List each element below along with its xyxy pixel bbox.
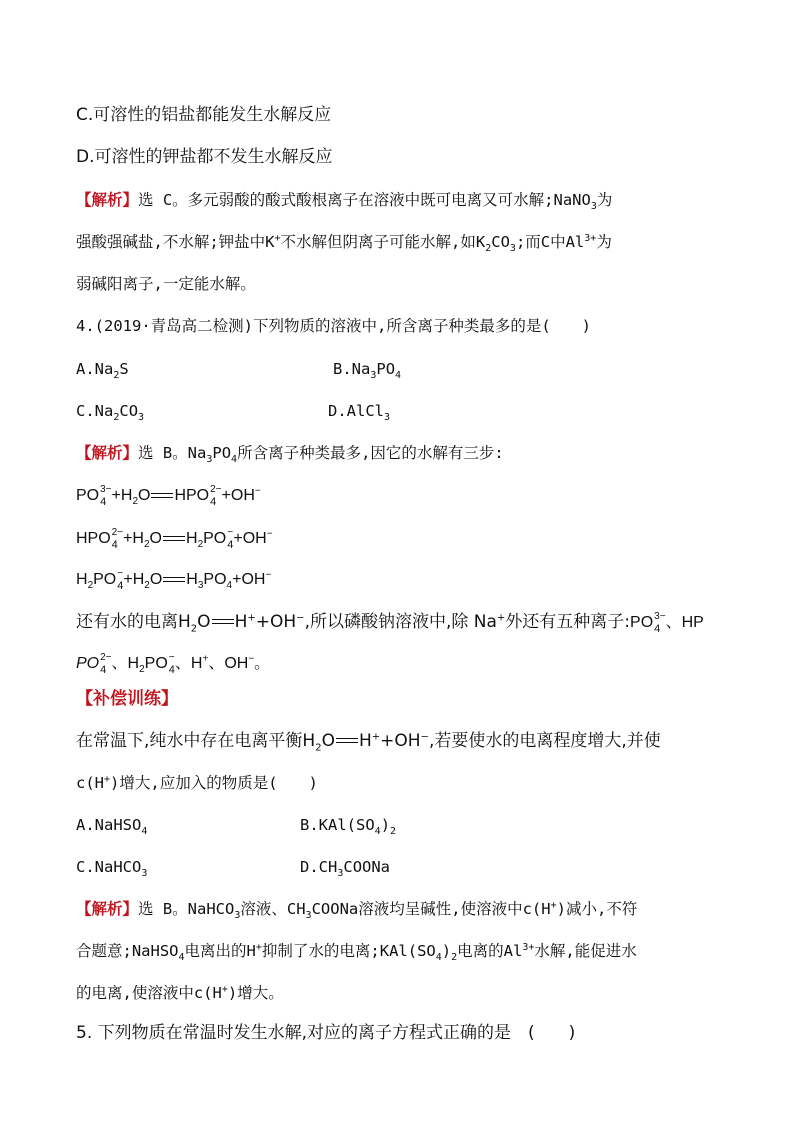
q5-stem: 5. 下列物质在常温时发生水解,对应的离子方程式正确的是 ( ) <box>76 1023 576 1043</box>
subscript: 2 <box>113 370 120 382</box>
charge: 2− <box>111 527 124 538</box>
text: CO <box>119 402 139 420</box>
q3-analysis-line1 <box>76 188 612 212</box>
q4-analysis <box>76 441 504 465</box>
subscript: 3 <box>206 454 213 466</box>
subscript: 2 <box>143 539 150 551</box>
charge: − <box>117 568 124 579</box>
superscript: 3+ <box>522 941 535 953</box>
text: COONa溶液均呈碱性,使溶液中c(H <box>311 900 551 918</box>
subscript: 4 <box>395 370 402 382</box>
text: 强酸强碱盐,不水解;钾盐中K <box>76 233 275 251</box>
charge: 2− <box>100 652 112 663</box>
q4-option-c <box>76 399 144 423</box>
charge: − <box>168 652 175 663</box>
text: 、OH <box>208 655 249 672</box>
subscript: 4 <box>374 826 381 838</box>
text: 电离出的H <box>184 942 256 960</box>
text: H <box>76 571 88 588</box>
text: +H <box>111 487 133 504</box>
text: H <box>234 612 248 632</box>
subscript: 3 <box>305 910 312 922</box>
text: 还有水的电离H <box>76 612 191 632</box>
analysis-tag: 【解析】 <box>76 900 139 918</box>
subscript: 4 <box>435 952 442 964</box>
text: A.Na <box>76 360 114 378</box>
text: ) <box>380 816 391 834</box>
text: 合题意;NaHSO <box>76 942 179 960</box>
ion: PO <box>76 487 100 504</box>
subscript: 4 <box>168 664 175 676</box>
comp-option-b <box>300 813 396 837</box>
equilibrium-sign <box>212 618 234 626</box>
text: )增大。 <box>227 984 284 1002</box>
text: A.NaHSO <box>76 816 142 834</box>
text: O <box>138 487 151 504</box>
text: +OH <box>255 612 297 632</box>
text: ,若要使水的电离程度增大,并使 <box>428 731 661 751</box>
text: 为 <box>596 233 612 251</box>
equilibrium-sign <box>151 492 173 500</box>
text: C.NaHCO <box>76 858 142 876</box>
superscript: + <box>202 653 209 665</box>
text: 在常温下,纯水中存在电离平衡H <box>76 731 316 751</box>
superscript: + <box>371 731 381 743</box>
ions-continued-line <box>76 652 270 676</box>
subscript: 4 <box>654 623 661 635</box>
superscript: + <box>550 899 557 911</box>
text: H <box>358 731 372 751</box>
subscript: 4 <box>210 496 217 508</box>
text: ) <box>441 942 452 960</box>
subscript: 3 <box>197 580 204 592</box>
superscript: + <box>247 612 256 624</box>
subscript: 3 <box>337 868 344 880</box>
subscript: 2 <box>87 580 94 592</box>
subscript: 4 <box>226 580 233 592</box>
text: +OH <box>233 530 267 547</box>
subscript: 2 <box>113 412 120 424</box>
subscript: 3 <box>590 201 597 213</box>
charge: − <box>227 527 234 538</box>
text: 外还有五种离子: <box>505 612 631 632</box>
text: +OH <box>232 571 266 588</box>
superscript: + <box>255 941 262 953</box>
subscript: 2 <box>197 539 204 551</box>
superscript: + <box>104 773 111 785</box>
superscript: − <box>420 731 429 743</box>
analysis-tag: 【解析】 <box>76 444 139 462</box>
subscript: 4 <box>100 496 107 508</box>
q3-analysis-text: 选 C。多元弱酸的酸式酸根离子在溶液中既可电离又可水解;NaNO <box>138 191 591 209</box>
text: 、HP <box>665 614 704 631</box>
ion: PO <box>93 571 117 588</box>
q3-option-d: D.可溶性的钾盐都不发生水解反应 <box>76 147 333 167</box>
ion: PO <box>203 530 227 547</box>
text: c(H <box>76 774 104 792</box>
comp-option-d <box>300 855 390 879</box>
text: +OH <box>380 731 421 751</box>
superscript: − <box>248 653 255 665</box>
equation-2 <box>76 527 273 551</box>
charge: 2− <box>210 484 222 495</box>
text: ,所以磷酸钠溶液中,除 Na <box>304 612 497 632</box>
superscript: 3+ <box>584 232 597 244</box>
text: B.KAl(SO <box>300 816 375 834</box>
text: 溶液、CH <box>240 900 306 918</box>
subscript: 2 <box>144 580 150 592</box>
compensation-training-tag: 【补偿训练】 <box>76 689 178 709</box>
text: 、H <box>174 655 203 672</box>
q4-option-b <box>333 357 401 381</box>
subscript: 2 <box>315 742 322 754</box>
text: O <box>321 731 335 751</box>
ion: PO <box>144 655 168 672</box>
equation-3 <box>76 568 271 592</box>
text: C.Na <box>76 402 114 420</box>
subscript: 4 <box>141 826 148 838</box>
subscript: 2 <box>190 623 198 635</box>
subscript: 3 <box>234 910 241 922</box>
comp-analysis-line1 <box>76 897 637 921</box>
equilibrium-sign <box>163 576 185 584</box>
text: 选 B。Na <box>138 444 207 462</box>
text: O <box>149 530 162 547</box>
text: +H <box>123 571 145 588</box>
subscript: 3 <box>370 370 377 382</box>
ion: PO <box>76 655 100 672</box>
text: 电离的Al <box>457 942 523 960</box>
text: H <box>186 530 198 547</box>
text: COONa <box>343 858 391 876</box>
subscript: 2 <box>390 826 397 838</box>
text: O <box>197 612 211 632</box>
superscript: + <box>221 983 228 995</box>
superscript: − <box>254 485 261 497</box>
text: B.Na <box>333 360 371 378</box>
subscript: 4 <box>100 664 107 676</box>
q4-option-d <box>328 399 390 423</box>
subscript: 4 <box>178 952 185 964</box>
q4-option-a <box>76 357 129 381</box>
text: H <box>186 571 198 588</box>
subscript: 2 <box>451 952 458 964</box>
subscript: 4 <box>117 580 124 592</box>
text: S <box>119 360 129 378</box>
equilibrium-sign <box>336 737 358 745</box>
superscript: − <box>296 612 305 624</box>
text: 抑制了水的电离;KAl(SO <box>261 942 436 960</box>
subscript: 4 <box>111 539 118 551</box>
text: )减小,不符 <box>556 900 638 918</box>
text: O <box>149 571 163 588</box>
subscript: 2 <box>139 664 145 676</box>
subscript: 4 <box>231 454 238 466</box>
q3-option-c: C.可溶性的铝盐都能发生水解反应 <box>76 105 332 125</box>
subscript: 2 <box>132 496 138 508</box>
text: +OH <box>221 487 255 504</box>
charge: 3− <box>100 484 112 495</box>
subscript: 3 <box>509 243 516 255</box>
subscript: 4 <box>227 539 234 551</box>
text: 的电离,使溶液中c(H <box>76 984 222 1002</box>
subscript: 3 <box>141 868 148 880</box>
text: 不水解但阴离子可能水解,如K <box>280 233 486 251</box>
text: D.AlCl <box>328 402 384 420</box>
comp-option-c <box>76 855 147 879</box>
water-ionization-line <box>76 610 704 635</box>
q3-analysis-text: 为 <box>596 191 613 209</box>
ion: PO <box>630 614 654 631</box>
superscript: − <box>265 569 272 581</box>
analysis-tag: 【解析】 <box>76 191 139 209</box>
text: PO <box>203 571 227 588</box>
text: 。 <box>254 655 271 672</box>
text: 所含离子种类最多,因它的水解有三步: <box>237 444 504 462</box>
comp-analysis-line3 <box>76 981 284 1005</box>
q4-stem: 4.(2019·青岛高二检测)下列物质的溶液中,所含离子种类最多的是( ) <box>76 317 591 335</box>
text: 选 B。NaHCO <box>138 900 235 918</box>
equation-1 <box>76 484 261 508</box>
ion: HPO <box>174 487 210 504</box>
comp-stem-line2 <box>76 771 318 795</box>
text: )增大,应加入的物质是( ) <box>110 774 318 792</box>
charge: 3− <box>654 611 666 622</box>
q3-analysis-line3: 弱碱阳离子,一定能水解。 <box>76 275 256 293</box>
subscript: 3 <box>384 412 391 424</box>
superscript: + <box>496 612 506 624</box>
comp-analysis-line2 <box>76 939 637 963</box>
equilibrium-sign <box>163 535 185 543</box>
q3-analysis-line2 <box>76 230 612 254</box>
subscript: 2 <box>485 243 492 255</box>
text: D.CH <box>300 858 338 876</box>
ion: HPO <box>76 530 111 547</box>
text: CO <box>491 233 510 251</box>
superscript: − <box>266 528 273 540</box>
text: 水解,能促进水 <box>534 942 637 960</box>
text: PO <box>376 360 396 378</box>
comp-stem-line1 <box>76 729 661 753</box>
text: +H <box>123 530 144 547</box>
text: PO <box>212 444 232 462</box>
subscript: 3 <box>138 412 145 424</box>
text: ;而C中Al <box>515 233 585 251</box>
text: 、H <box>111 655 140 672</box>
comp-option-a <box>76 813 147 837</box>
superscript: + <box>274 232 281 244</box>
